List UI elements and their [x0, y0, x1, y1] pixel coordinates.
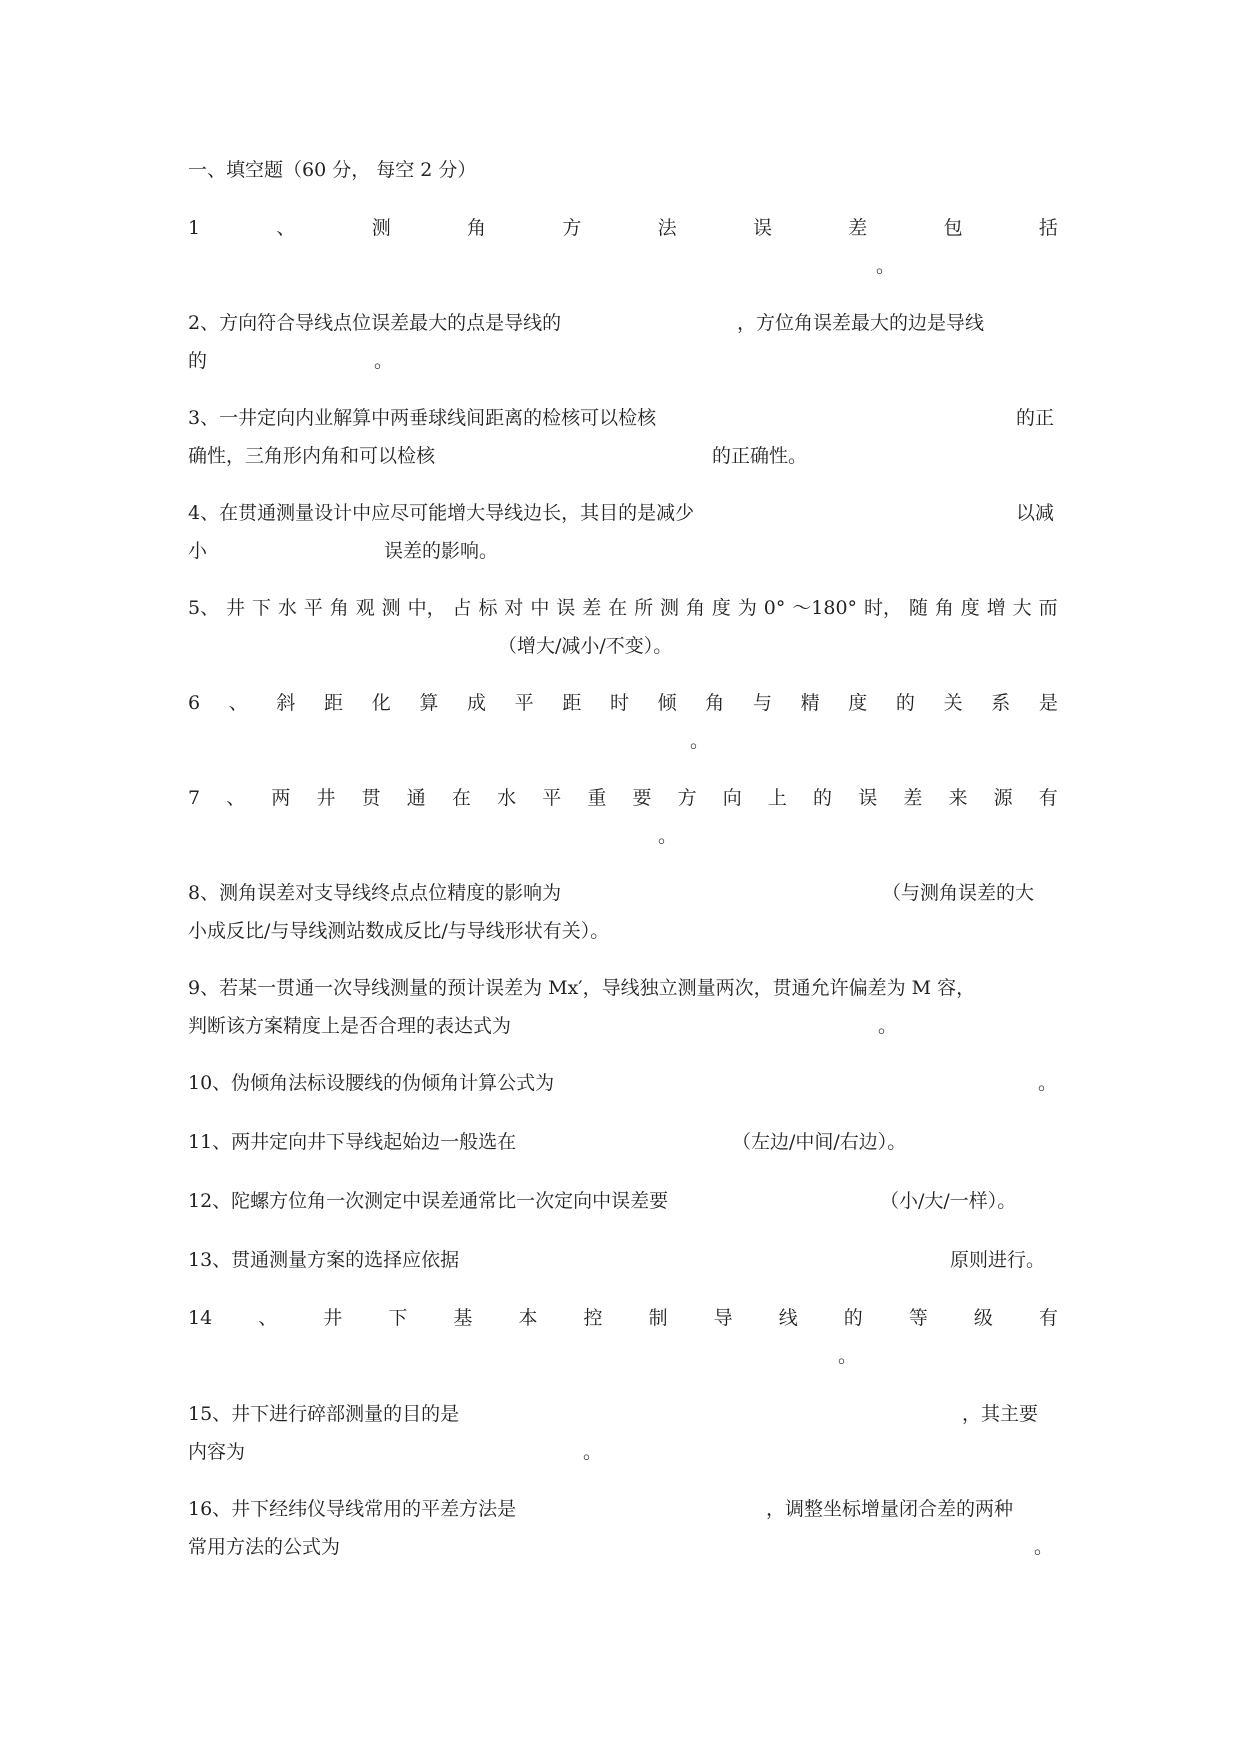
question-1-line-1: [188, 216, 1058, 240]
question-2-end: 。: [374, 350, 394, 372]
question-6-char: 的: [895, 692, 915, 714]
question-12-text-1: 12、陀螺方位角一次测定中误差通常比一次定向中误差要: [188, 1190, 669, 1212]
question-1-char: 测: [371, 217, 391, 239]
question-8-line-1: [188, 881, 1058, 905]
question-4-text-3: 小: [188, 540, 208, 562]
question-3-line-2: [188, 444, 1058, 468]
question-5-char: 度: [960, 597, 980, 619]
question-14-char: 控: [583, 1307, 603, 1329]
question-14-char: 线: [778, 1307, 798, 1329]
question-7-char: 方: [677, 787, 697, 809]
question-1-char: 法: [657, 217, 677, 239]
question-5-char: ～180°: [792, 597, 858, 619]
question-3-text-1: 3、一井定向内业解算中两垂球线间距离的检核可以检核: [188, 407, 657, 429]
question-9-line-2: [188, 1014, 1058, 1038]
question-6-char: 、: [228, 692, 248, 714]
question-16-text-1: 16、井下经纬仪导线常用的平差方法是: [188, 1498, 517, 1520]
question-2-text-2: ，方位角误差最大的边是导线: [737, 312, 985, 334]
question-14-char: 有: [1038, 1307, 1058, 1329]
question-15-text-3: 内容为: [188, 1441, 246, 1463]
question-7-end: 。: [658, 825, 678, 847]
question-14-char: 、: [258, 1307, 278, 1329]
question-3-line-1: [188, 406, 1058, 430]
question-14-char: 等: [908, 1307, 928, 1329]
question-5-char: 角: [934, 597, 954, 619]
question-5-char: 水: [277, 597, 297, 619]
question-6-char: 精: [800, 692, 820, 714]
question-5-text-2: （增大/减小/不变）。: [498, 635, 673, 657]
question-13-text-2: 原则进行。: [950, 1249, 1046, 1271]
question-6-end: 。: [690, 730, 710, 752]
question-2-text-3: 的: [188, 350, 208, 372]
question-14-char: 本: [518, 1307, 538, 1329]
question-7-char: 要: [632, 787, 652, 809]
question-7-char: 重: [587, 787, 607, 809]
question-5-char: 测: [381, 597, 401, 619]
question-5-char: 测: [660, 597, 680, 619]
question-14-char: 的: [843, 1307, 863, 1329]
question-9-text-2: 判断该方案精度上是否合理的表达式为: [188, 1015, 512, 1037]
question-14-char: 下: [388, 1307, 408, 1329]
question-7-char: 7: [188, 787, 201, 809]
question-9-end: 。: [878, 1015, 898, 1037]
question-5-char: 观: [355, 597, 375, 619]
question-1-char: 差: [848, 217, 868, 239]
question-11-text-1: 11、两井定向井下导线起始边一般选在: [188, 1131, 517, 1153]
question-14-char: 制: [648, 1307, 668, 1329]
question-15-line-1: [188, 1402, 1058, 1426]
question-16-line-1: [188, 1497, 1058, 1521]
question-5-char: 差: [582, 597, 602, 619]
question-5-char: 为: [737, 597, 757, 619]
question-6-char: 关: [943, 692, 963, 714]
question-5-char: 5、: [188, 597, 220, 619]
question-4-line-1: [188, 501, 1058, 525]
question-1-char: 包: [943, 217, 963, 239]
question-15-text-1: 15、井下进行碎部测量的目的是: [188, 1403, 460, 1425]
question-14-line-1: [188, 1306, 1058, 1330]
question-7-char: 有: [1038, 787, 1058, 809]
question-7-line-1: [188, 786, 1058, 810]
question-12-line-1: [188, 1189, 1058, 1213]
question-14-end: 。: [838, 1345, 858, 1367]
question-2-text-1: 2、方向符合导线点位误差最大的点是导线的: [188, 312, 562, 334]
question-6-char: 时: [609, 692, 629, 714]
question-16-text-2: ，调整坐标增量闭合差的两种: [766, 1498, 1014, 1520]
question-3-text-4: 的正确性。: [712, 445, 808, 467]
question-7-char: 平: [542, 787, 562, 809]
question-4-text-2: 以减: [1016, 502, 1055, 524]
question-7-char: 上: [767, 787, 787, 809]
question-2-line-1: [188, 311, 1058, 335]
question-6-char: 系: [991, 692, 1011, 714]
question-8-text-2: （与测角误差的大: [882, 882, 1035, 904]
question-5-char: 随: [908, 597, 928, 619]
question-5-char: 增: [986, 597, 1006, 619]
question-1-char: 角: [467, 217, 487, 239]
question-1-char: 1: [188, 217, 201, 239]
question-5-char: 而: [1038, 597, 1058, 619]
question-14-char: 级: [973, 1307, 993, 1329]
question-6-char: 6: [188, 692, 201, 714]
question-5-line-1: [188, 596, 1058, 620]
question-14-char: 14: [188, 1307, 213, 1329]
question-1-char: 方: [562, 217, 582, 239]
question-16-line-2: [188, 1535, 1058, 1559]
question-9-text-1: 9、若某一贯通一次导线测量的预计误差为 Mx′，导线独立测量两次，贯通允许偏差为 M 容，: [188, 977, 976, 999]
question-6-char: 角: [705, 692, 725, 714]
question-5-char: 时，: [863, 597, 902, 619]
question-6-char: 平: [514, 692, 534, 714]
question-12-text-2: （小/大/一样）。: [880, 1190, 1017, 1212]
question-5-char: 度: [711, 597, 731, 619]
question-15-text-2: ，其主要: [962, 1403, 1039, 1425]
question-5-char: 所: [634, 597, 654, 619]
question-15-end: 。: [583, 1441, 603, 1463]
question-15-line-2: [188, 1440, 1058, 1464]
question-10-end: 。: [1038, 1072, 1058, 1094]
question-6-char: 距: [562, 692, 582, 714]
question-3-text-3: 确性，三角形内角和可以检核: [188, 445, 436, 467]
question-5-char: 占: [452, 597, 472, 619]
question-14-char: 基: [453, 1307, 473, 1329]
question-5-char: 在: [608, 597, 628, 619]
question-7-char: 通: [406, 787, 426, 809]
question-11-text-2: （左边/中间/右边）。: [732, 1131, 907, 1153]
question-7-char: 井: [316, 787, 336, 809]
question-5-char: 角: [329, 597, 349, 619]
question-6-char: 斜: [276, 692, 296, 714]
question-5-char: 0°: [763, 597, 786, 619]
question-4-text-4: 误差的影响。: [384, 540, 499, 562]
question-7-char: 向: [722, 787, 742, 809]
section-title: [188, 158, 1058, 182]
question-6-char: 倾: [657, 692, 677, 714]
question-8-text-1: 8、测角误差对支导线终点点位精度的影响为: [188, 882, 562, 904]
question-14-char: 井: [323, 1307, 343, 1329]
question-6-char: 化: [371, 692, 391, 714]
question-7-char: 两: [271, 787, 291, 809]
question-5-char: 中，: [407, 597, 446, 619]
question-6-char: 算: [419, 692, 439, 714]
question-5-char: 中: [530, 597, 550, 619]
question-7-char: 误: [858, 787, 878, 809]
question-14-char: 导: [713, 1307, 733, 1329]
question-5-char: 井: [226, 597, 246, 619]
question-5-char: 大: [1012, 597, 1032, 619]
question-5-char: 标: [478, 597, 498, 619]
question-16-text-3: 常用方法的公式为: [188, 1536, 341, 1558]
question-1-end: 。: [876, 255, 896, 277]
question-7-char: 源: [993, 787, 1013, 809]
question-9-line-1: [188, 976, 1058, 1000]
question-7-char: 水: [497, 787, 517, 809]
question-16-end: 。: [1034, 1536, 1054, 1558]
question-7-char: 差: [903, 787, 923, 809]
question-5-char: 误: [556, 597, 576, 619]
question-8-line-2: [188, 919, 1058, 943]
question-6-char: 是: [1038, 692, 1058, 714]
question-4-line-2: [188, 539, 1058, 563]
question-4-text-1: 4、在贯通测量设计中应尽可能增大导线边长，其目的是减少: [188, 502, 695, 524]
question-5-char: 角: [685, 597, 705, 619]
question-13-line-1: [188, 1248, 1058, 1272]
question-11-line-1: [188, 1130, 1058, 1154]
question-6-char: 度: [848, 692, 868, 714]
question-5-char: 平: [303, 597, 323, 619]
section-title-text: 一、填空题（60 分， 每空 2 分）: [188, 159, 477, 181]
question-7-char: 来: [948, 787, 968, 809]
question-2-line-2: [188, 349, 1058, 373]
question-7-char: 在: [451, 787, 471, 809]
question-7-char: 的: [813, 787, 833, 809]
question-5-char: 下: [251, 597, 271, 619]
question-6-char: 与: [752, 692, 772, 714]
question-8-text-3: 小成反比/与导线测站数成反比/与导线形状有关）。: [188, 920, 610, 942]
question-1-char: 误: [752, 217, 772, 239]
question-10-text-1: 10、伪倾角法标设腰线的伪倾角计算公式为: [188, 1072, 555, 1094]
question-6-char: 距: [324, 692, 344, 714]
question-3-text-2: 的正: [1016, 407, 1055, 429]
question-1-char: 、: [276, 217, 296, 239]
question-10-line-1: [188, 1071, 1058, 1095]
question-7-char: 、: [226, 787, 246, 809]
question-13-text-1: 13、贯通测量方案的选择应依据: [188, 1249, 460, 1271]
question-7-char: 贯: [361, 787, 381, 809]
question-5-char: 对: [504, 597, 524, 619]
question-6-char: 成: [467, 692, 487, 714]
question-6-line-1: [188, 691, 1058, 715]
question-1-char: 括: [1038, 217, 1058, 239]
